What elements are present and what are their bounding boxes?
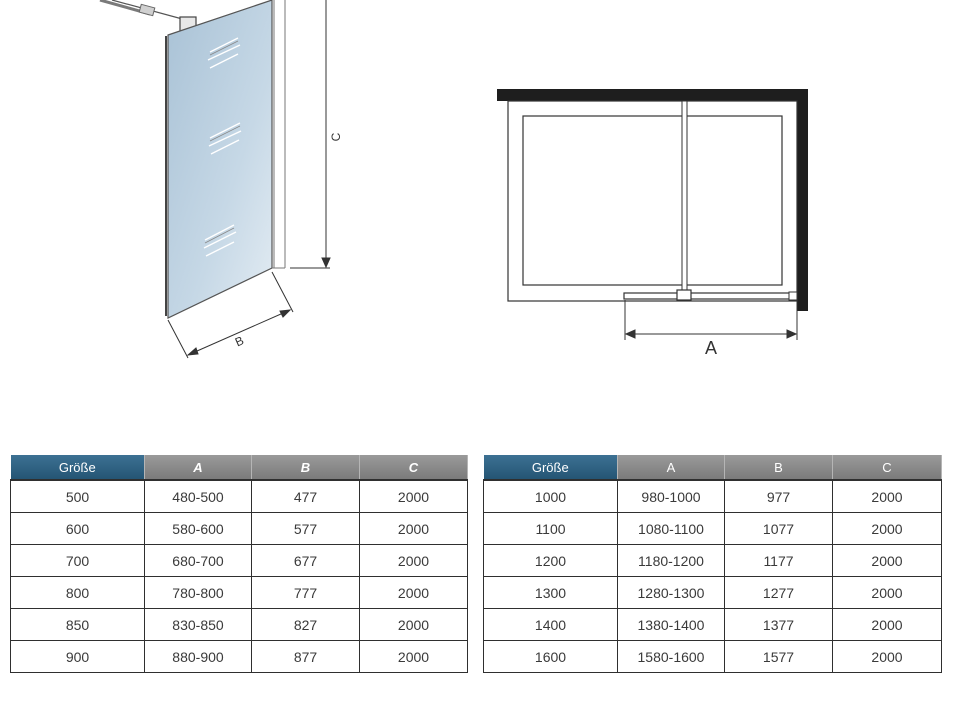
cell-a: 580-600 xyxy=(145,513,252,545)
cell-groesse: 1300 xyxy=(484,577,618,609)
cell-b: 877 xyxy=(252,641,360,673)
cell-groesse: 600 xyxy=(11,513,145,545)
table-row xyxy=(484,641,942,673)
cell-a: 1080-1100 xyxy=(618,513,725,545)
header-c: C xyxy=(360,455,468,480)
cell-b: 827 xyxy=(252,609,360,641)
size-table-large xyxy=(483,455,942,673)
dimension-c-label: C xyxy=(329,132,343,142)
shower-plan-view xyxy=(497,89,808,311)
cell-c: 2000 xyxy=(833,641,942,673)
cell-a: 480-500 xyxy=(145,480,252,513)
cell-groesse: 1200 xyxy=(484,545,618,577)
cell-b: 777 xyxy=(252,577,360,609)
header-a: A xyxy=(145,455,252,480)
cell-a: 980-1000 xyxy=(618,480,725,513)
glass-panel-perspective xyxy=(100,0,285,318)
table-header-row xyxy=(11,455,468,480)
cell-a: 1180-1200 xyxy=(618,545,725,577)
cell-c: 2000 xyxy=(833,577,942,609)
cell-a: 1280-1300 xyxy=(618,577,725,609)
cell-groesse: 1400 xyxy=(484,609,618,641)
header-groesse: Größe xyxy=(484,455,618,480)
cell-groesse: 900 xyxy=(11,641,145,673)
table-row xyxy=(11,513,468,545)
cell-b: 1377 xyxy=(725,609,833,641)
cell-a: 1580-1600 xyxy=(618,641,725,673)
table-row xyxy=(11,545,468,577)
cell-groesse: 850 xyxy=(11,609,145,641)
table-header-row xyxy=(484,455,942,480)
cell-a: 830-850 xyxy=(145,609,252,641)
header-groesse: Größe xyxy=(11,455,145,480)
cell-groesse: 700 xyxy=(11,545,145,577)
table-row xyxy=(484,513,942,545)
table-row xyxy=(484,480,942,513)
cell-c: 2000 xyxy=(360,609,468,641)
cell-b: 477 xyxy=(252,480,360,513)
header-b: B xyxy=(725,455,833,480)
cell-b: 1177 xyxy=(725,545,833,577)
cell-c: 2000 xyxy=(360,577,468,609)
table-row xyxy=(11,609,468,641)
header-c: C xyxy=(833,455,942,480)
size-table-small xyxy=(10,455,468,673)
table-row xyxy=(11,641,468,673)
cell-groesse: 1000 xyxy=(484,480,618,513)
cell-c: 2000 xyxy=(360,513,468,545)
cell-groesse: 800 xyxy=(11,577,145,609)
cell-b: 1277 xyxy=(725,577,833,609)
cell-c: 2000 xyxy=(360,480,468,513)
cell-groesse: 1600 xyxy=(484,641,618,673)
cell-c: 2000 xyxy=(360,641,468,673)
cell-a: 780-800 xyxy=(145,577,252,609)
table-row xyxy=(484,609,942,641)
table-row xyxy=(11,480,468,513)
cell-b: 577 xyxy=(252,513,360,545)
cell-b: 677 xyxy=(252,545,360,577)
dimension-a-label: A xyxy=(704,338,718,358)
cell-a: 680-700 xyxy=(145,545,252,577)
header-a: A xyxy=(618,455,725,480)
cell-c: 2000 xyxy=(833,480,942,513)
dimension-b-label: B xyxy=(232,333,246,350)
table-row xyxy=(11,577,468,609)
dimension-a-line xyxy=(625,300,797,340)
cell-a: 880-900 xyxy=(145,641,252,673)
dimension-c-line xyxy=(290,0,330,268)
cell-c: 2000 xyxy=(360,545,468,577)
table-row xyxy=(484,577,942,609)
cell-b: 1077 xyxy=(725,513,833,545)
table-row xyxy=(484,545,942,577)
cell-b: 977 xyxy=(725,480,833,513)
cell-c: 2000 xyxy=(833,609,942,641)
cell-c: 2000 xyxy=(833,513,942,545)
cell-a: 1380-1400 xyxy=(618,609,725,641)
cell-groesse: 1100 xyxy=(484,513,618,545)
cell-b: 1577 xyxy=(725,641,833,673)
cell-c: 2000 xyxy=(833,545,942,577)
header-b: B xyxy=(252,455,360,480)
cell-groesse: 500 xyxy=(11,480,145,513)
